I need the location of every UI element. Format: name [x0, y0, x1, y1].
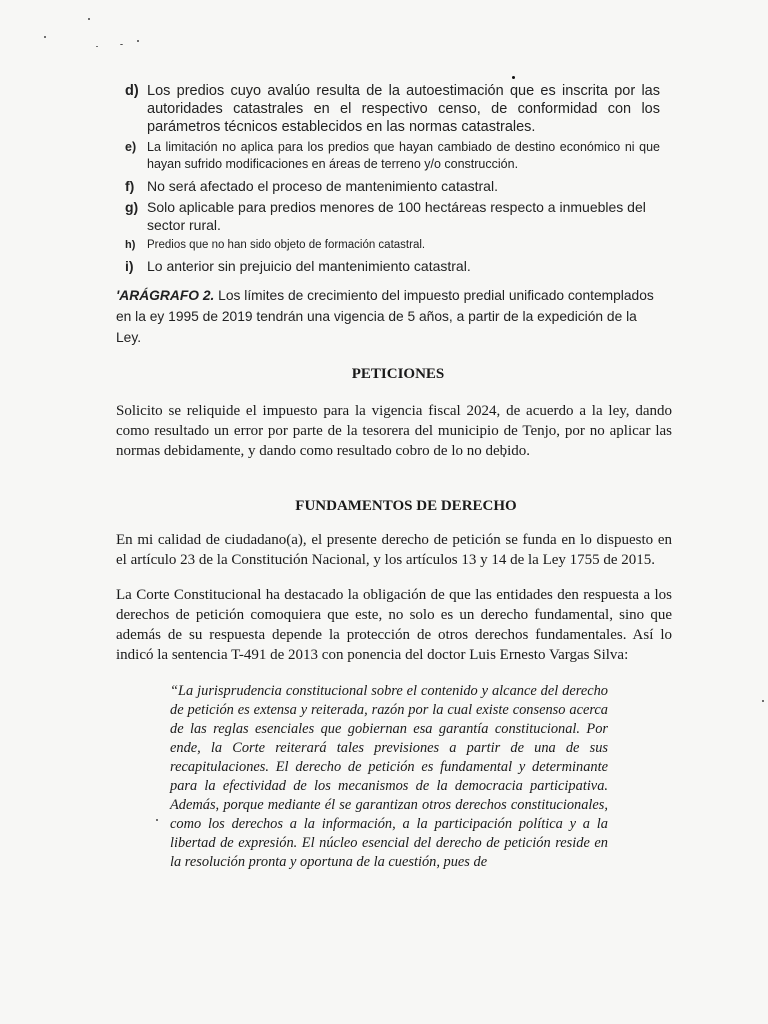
scan-speck — [44, 36, 46, 38]
list-item — [125, 198, 660, 234]
list-item-text: No será afectado el proceso de mantenimiento catastral. — [147, 178, 498, 194]
section-heading-fundamentos: FUNDAMENTOS DE DERECHO — [295, 498, 517, 514]
scan-speck — [96, 46, 98, 47]
scan-speck — [120, 44, 123, 45]
scan-speck — [88, 18, 90, 20]
list-item-text: Lo anterior sin prejuicio del mantenimiento catastral. — [147, 258, 471, 274]
scan-speck — [512, 76, 515, 79]
list-item — [125, 238, 660, 253]
list-item — [125, 177, 660, 195]
list-marker: e) — [125, 140, 137, 154]
list-item — [125, 257, 660, 275]
scan-speck — [137, 40, 139, 42]
list-marker: d) — [125, 83, 139, 99]
jurisprudence-quote: “La jurisprudencia constitucional sobre el contenido y alcance del derecho de petición es extensa y reiterada, razón por la cual existe consenso acerca de las reglas esenciales que gobiernan esa garantía constitucional. Por ende, la Corte reiterará tales previsiones a partir de una de sus recapitulaciones. El derecho de petición es fundamental y determinante para la efectividad de los mecanismos de la democracia participativa. Además, porque mediante él se garantizan otros derechos constitucionales, como los derechos a la información, a la participación política y a la libertad de expresión. El núcleo esencial del derecho de petición reside en la resolución pronta y oportuna de la cuestión, pues de — [170, 683, 608, 870]
list-item — [125, 139, 660, 173]
fundamentos-paragraph-1: En mi calidad de ciudadano(a), el presente derecho de petición se funda en lo dispuesto en el artículo 23 de la Constitución Nacional, y los artículos 13 y 14 de la Ley 1755 de 2015. — [116, 532, 672, 568]
peticiones-paragraph: Solicito se reliquide el impuesto para la vigencia fiscal 2024, de acuerdo a la ley, dando como resultado un error por parte de la tesorera del municipio de Tenjo, por no aplicar las normas debidamente, y dando como resultado cobro de lo no debido. — [116, 403, 672, 459]
fundamentos-paragraph-2: La Corte Constitucional ha destacado la obligación de que las entidades den respuesta a los derechos de petición comoquiera que este, no solo es un derecho fundamental, sino que además de su respuesta depende la protección de otros derechos fundamentales. Así lo indicó la sentencia T-491 de 2013 con ponencia del doctor Luis Ernesto Vargas Silva: — [116, 587, 672, 663]
criteria-list — [125, 82, 660, 275]
list-marker: h) — [125, 239, 136, 251]
list-item-text: Predios que no han sido objeto de formación catastral. — [147, 239, 426, 251]
paragrafo-lead: 'ARÁGRAFO 2. — [116, 288, 215, 303]
list-item-text: Los predios cuyo avalúo resulta de la autoestimación que es inscrita por las autoridades catastrales en el respectivo censo, de conformidad con los parámetros técnicos establecidos en las normas catastrales. — [147, 83, 660, 135]
list-item-text: La limitación no aplica para los predios que hayan cambiado de destino económico ni que hayan sufrido modificaciones en áreas de terreno y/o construcción. — [147, 140, 660, 171]
list-marker: i) — [125, 258, 134, 274]
list-marker: g) — [125, 199, 139, 215]
list-item-text: Solo aplicable para predios menores de 100 hectáreas respecto a inmuebles del sector rural. — [147, 199, 646, 233]
paragrafo-text: Los límites de crecimiento del impuesto predial unificado contemplados en la ey 1995 de 2019 tendrán una vigencia de 5 años, a partir de la expedición de la Ley. — [116, 288, 654, 345]
section-heading-peticiones: PETICIONES — [351, 366, 445, 382]
scan-speck — [762, 700, 764, 702]
paragrafo-2 — [116, 285, 656, 348]
list-marker: f) — [125, 178, 135, 194]
scan-speck — [156, 819, 158, 821]
list-item — [125, 82, 660, 136]
